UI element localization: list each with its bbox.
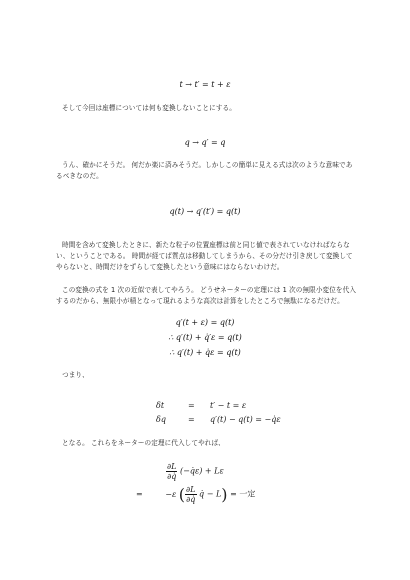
delta-q-equals: = [188,415,195,424]
delta-q-rhs: q′(t) − q(t) = −q̇ε [210,415,281,424]
paragraph-substitute: となる。 これらをネーターの定理に代入してやれば、 [62,439,225,447]
paragraph-time-transform: 時間を含めて変換したときに、新たな粒子の位置座標は前と同じ値で表されていなければならない、ということである。 時間が経てば質点は移動してしまうから、その分だけ引き戻して変換してやらないと、時間だけをずらして変換したという意味にはならないわけだ。 [56,241,353,271]
paragraph-tsumari: つまり、 [62,371,89,379]
delta-t-lhs: δt [156,401,165,410]
equation-qt-transform: q(t) → q′(t′) = q(t) [169,207,241,216]
partial-fraction-2: $\frac{\partial L}{\partial q̇}$ [186,485,196,504]
noether-line-1: $\frac{\partial L}{\partial q̇}$ (−q̇ε) + Lε [167,462,224,481]
equation-approx-3: ∴ q′(t) + q̇ε = q(t) [169,348,241,357]
equation-approx-1: q′(t + ε) = q(t) [175,318,235,327]
equation-q-unchanged: q → q′ = q [184,138,226,147]
delta-q-lhs: δq [156,415,166,424]
equation-approx-2: ∴ q′(t) + q̇′ε = q(t) [168,333,242,342]
delta-t-rhs: t′ − t = ε [210,401,247,410]
equation-time-shift: t → t′ = t + ε [179,80,231,89]
paragraph-first-order-approx: この変換の式を 1 次の近似で表してやろう。 どうせネーターの定理には 1 次の無限小変位を代入するのだから、無限小が積となって現れるような高次は計算をしたところで無駄になるだけだ。 [56,286,357,305]
delta-t-equals: = [188,401,195,410]
paragraph-coordinates-unchanged: そして今回は座標については何も変換しないことにする。 [62,104,236,112]
paragraph-meaning: うん、確かにそうだ。 何だか楽に済みそうだ。しかしこの簡単に見える式は次のような意味であるべきなのだ。 [56,161,353,180]
partial-fraction-1: $\frac{\partial L}{\partial q̇}$ [167,462,177,481]
noether-line-2: = −ε ( $\frac{\partial L}{\partial q̇}$ q̇ − L) = 一定 [136,485,256,504]
